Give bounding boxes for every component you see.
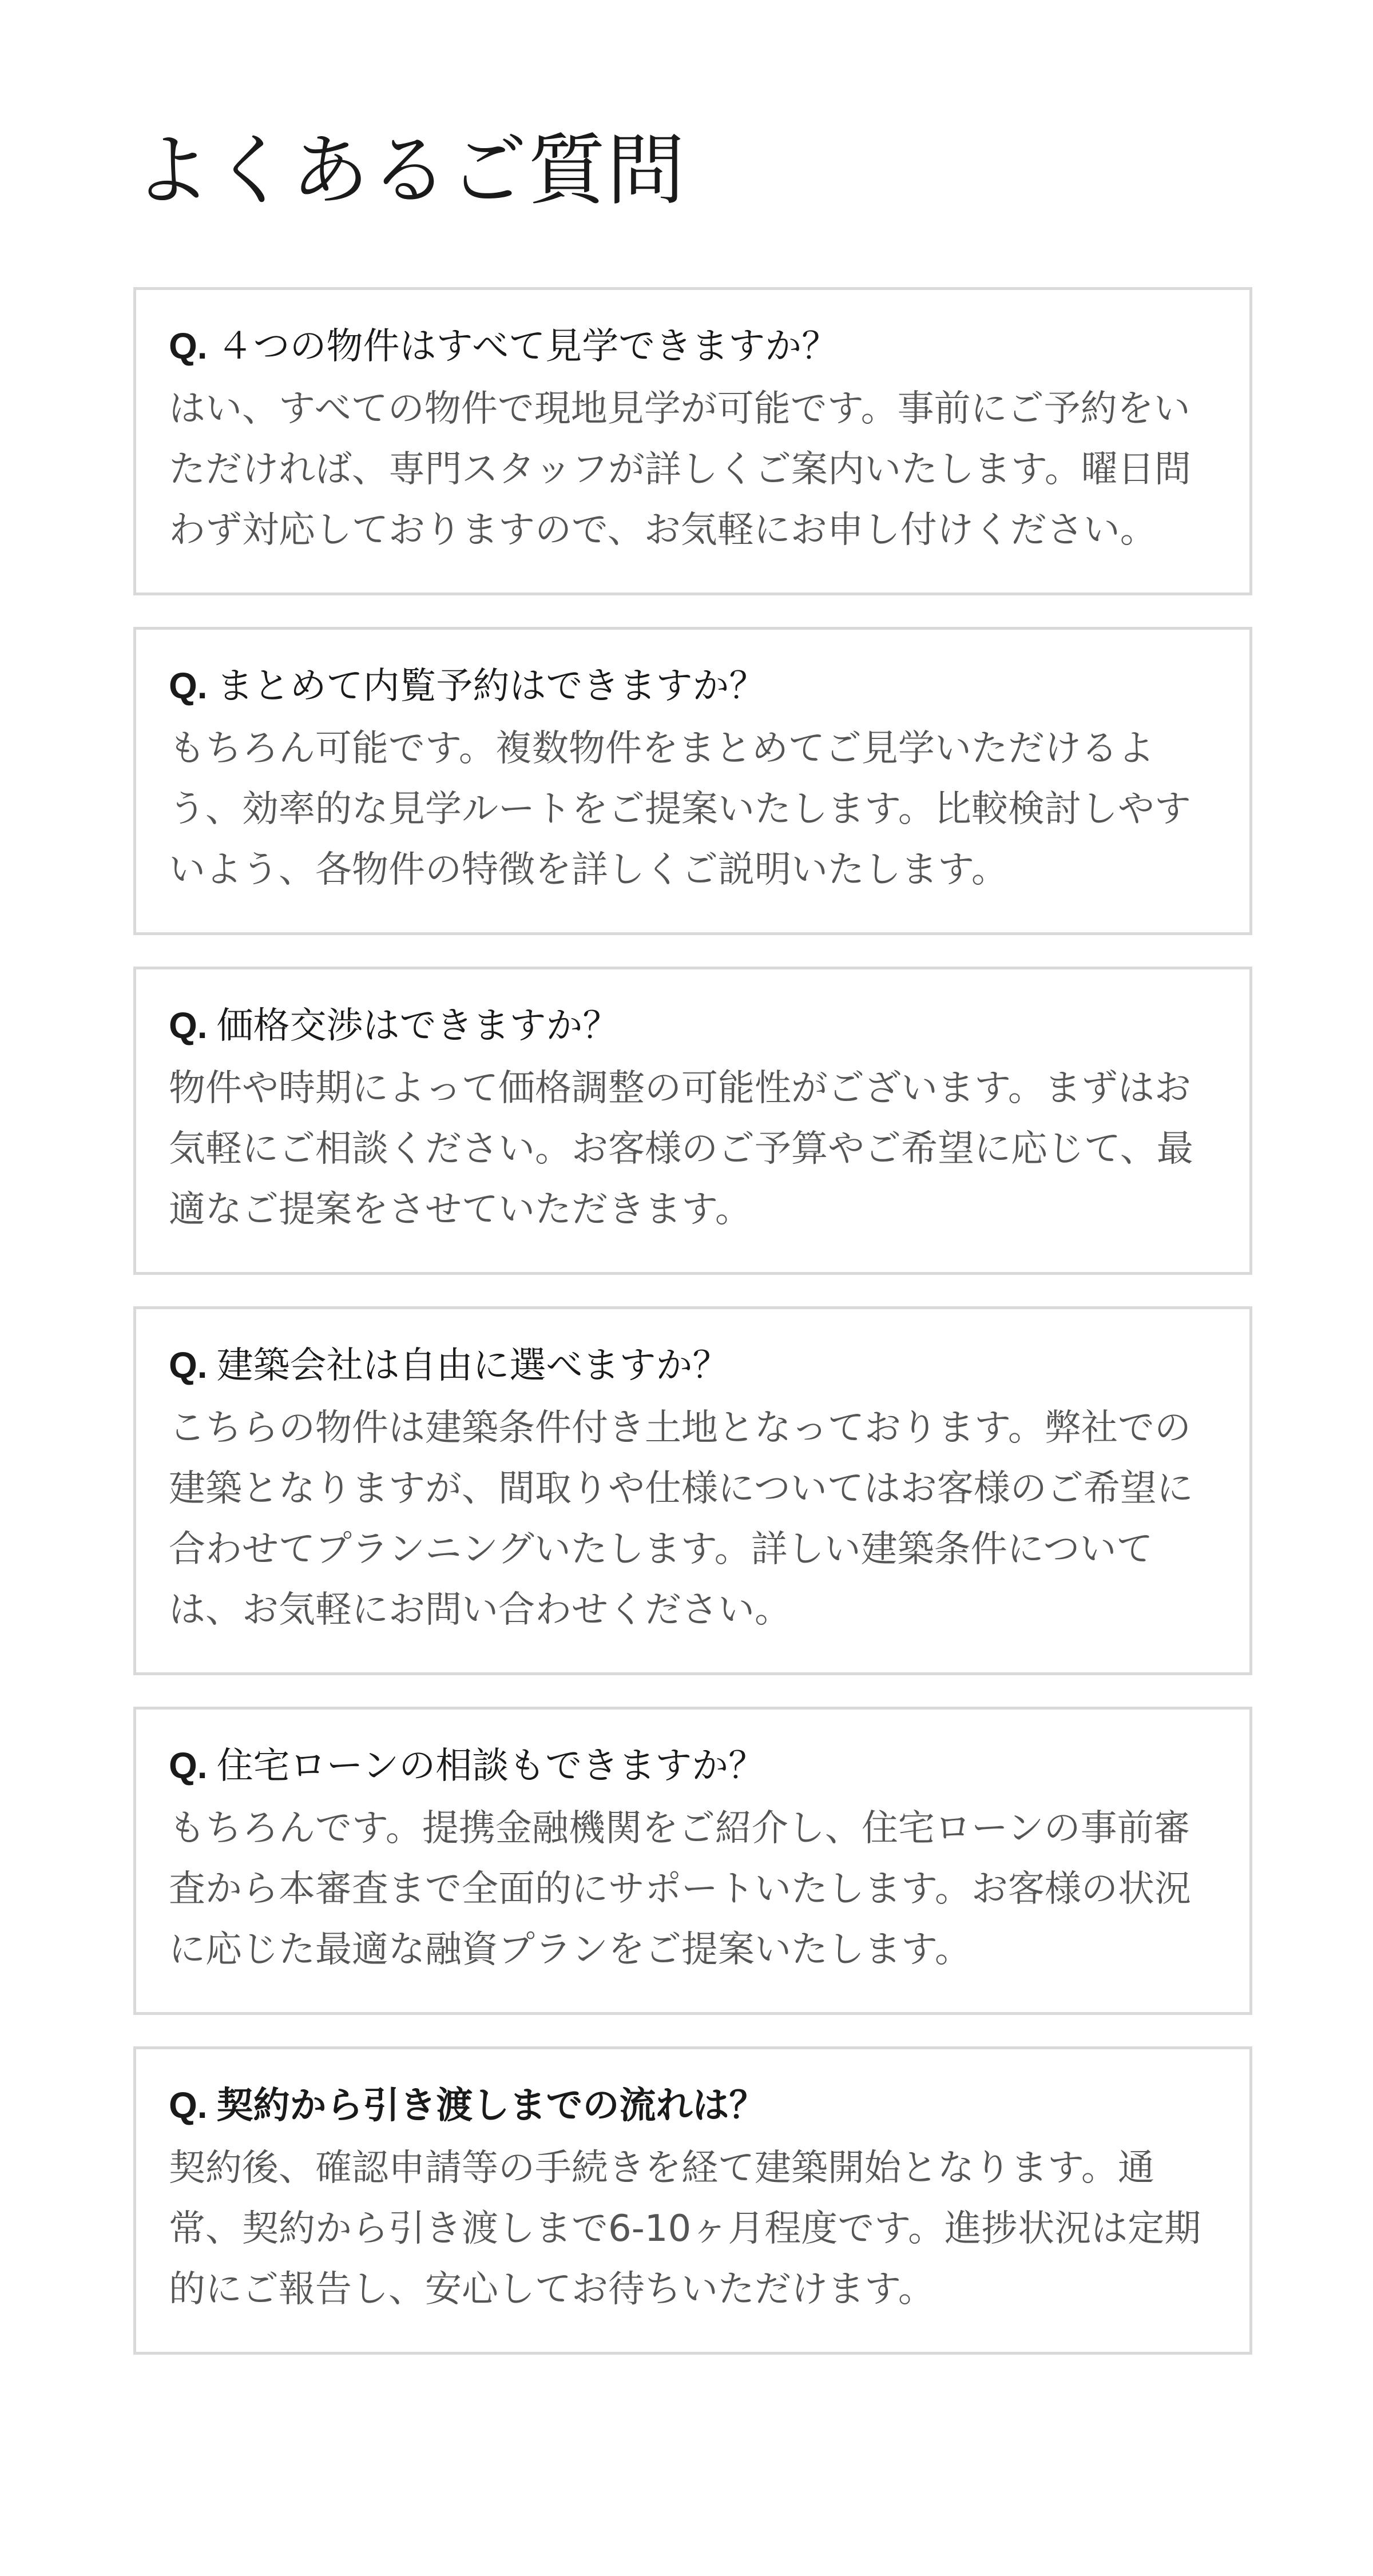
question-prefix: Q. (169, 325, 208, 367)
question-prefix: Q. (169, 1345, 208, 1386)
question-text: ４つの物件はすべて見学できますか？ (216, 325, 839, 368)
faq-answer: はい、すべての物件で現地見学が可能です。事前にご予約をいただければ、専門スタッフが詳しくご案内いたします。曜日問わず対応しておりますので、お気軽にお申し付けください。 (169, 388, 1191, 551)
page-title: よくあるご質問 (133, 126, 686, 216)
faq-answer: もちろんです。提携金融機関をご紹介し、住宅ローンの事前審査から本審査まで全面的にサポートいたします。お客様の状況に応じた最適な融資プランをご提案いたします。 (169, 1807, 1191, 1971)
faq-item (133, 287, 1252, 595)
faq-item (133, 2046, 1252, 2355)
question-text: 建築会社は自由に選べますか？ (216, 1345, 729, 1387)
faq-question (169, 657, 1217, 715)
faq-answer: 契約後、確認申請等の手続きを経て建築開始となります。通常、契約から引き渡しまで6-10ヶ月程度です。進捗状況は定期的にご報告し、安心してお待ちいただけます。 (169, 2147, 1201, 2311)
faq-answer: 物件や時期によって価格調整の可能性がございます。まずはお気軽にご相談ください。お客様のご予算やご希望に応じて、最適なご提案をさせていただきます。 (169, 1067, 1193, 1231)
faq-list (133, 287, 1252, 2355)
question-prefix: Q. (169, 1745, 208, 1786)
faq-item (133, 627, 1252, 935)
question-text: 価格交渉はできますか？ (216, 1005, 620, 1047)
faq-answer: もちろん可能です。複数物件をまとめてご見学いただけるよう、効率的な見学ルートをご提案いたします。比較検討しやすいよう、各物件の特徴を詳しくご説明いたします。 (169, 728, 1191, 891)
faq-question (169, 317, 1217, 375)
faq-item (133, 1707, 1252, 2015)
faq-section (133, 0, 1252, 2386)
faq-question (169, 1337, 1217, 1394)
faq-answer: こちらの物件は建築条件付き土地となっております。弊社での建築となりますが、間取りや仕様についてはお客様のご希望に合わせてプランニングいたします。詳しい建築条件については、お気軽にお問い合わせください。 (169, 1407, 1193, 1631)
faq-item (133, 1306, 1252, 1675)
question-prefix: Q. (169, 2085, 208, 2126)
question-text: 住宅ローンの相談もできますか？ (216, 1745, 765, 1787)
question-prefix: Q. (169, 1005, 208, 1046)
faq-question (169, 1737, 1217, 1795)
question-text: 契約から引き渡しまでの流れは？ (216, 2085, 766, 2127)
faq-item (133, 967, 1252, 1275)
faq-question (169, 997, 1217, 1055)
question-prefix: Q. (169, 665, 208, 706)
faq-question (169, 2077, 1217, 2134)
question-text: まとめて内覧予約はできますか？ (216, 665, 766, 707)
